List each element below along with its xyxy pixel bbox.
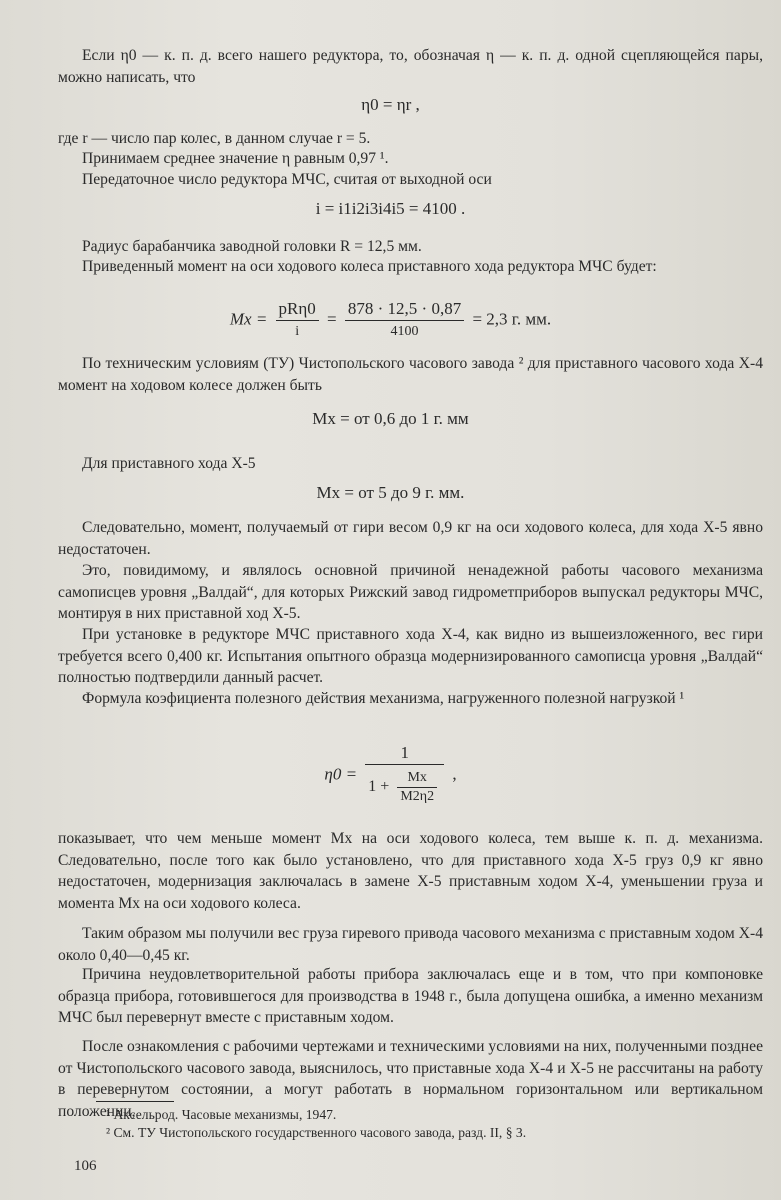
formula-efficiency-load xyxy=(0,742,781,809)
fraction-1 xyxy=(276,298,319,343)
paragraph-2: где r — число пар колес, в данном случае r = 5. xyxy=(58,130,371,147)
formula-reduced-moment-result: = 2,3 г. мм. xyxy=(472,309,552,329)
formula-efficiency-load-left: η0 = xyxy=(324,764,358,784)
fraction-3-numerator: 1 xyxy=(365,742,444,765)
paragraph-10: Это, повидимому, и являлось основной причиной ненадежной работы часового механизма самописцев уровня „Валдай“, для которых Рижский завод гидрометприборов выпускал редукторы МЧС, монтируя в них приставной ход Х-5. xyxy=(58,562,763,622)
paragraph-5: Радиус барабанчика заводной головки R = 12,5 мм. xyxy=(82,238,422,255)
paragraph-14: Таким образом мы получили вес груза гиревого привода часового механизма с приставным ходом Х-4 около 0,40—0,45 кг. xyxy=(58,925,763,964)
paragraph-13: показывает, что чем меньше момент Mx на оси ходового колеса, тем выше к. п. д. механизма. Следовательно, после того как было установлено, что для приставного хода Х-5 груз 0,9 кг явно недостаточен, модернизация заключалась в замене Х-5 приставным ходом Х-4, уменьшении груза и момента Mx на оси ходового колеса. xyxy=(58,830,763,912)
fraction-1-numerator: pRη0 xyxy=(276,298,319,321)
fraction-4-denominator: M2η2 xyxy=(400,788,435,804)
paragraph-3: Принимаем среднее значение η равным 0,97 ¹. xyxy=(82,150,389,167)
paragraph-16: После ознакомления с рабочими чертежами и техническими условиями на них, полученными позднее от Чистопольского часового завода, выяснилось, что приставные хода Х-4 и Х-5 не рассчитаны на работу в перевернутом состоянии, а могут работать в нормальном горизонтальном или вертикальном положении, xyxy=(58,1038,763,1120)
fraction-3-denominator xyxy=(365,765,444,809)
formula-reduced-moment-left: Mx = xyxy=(229,309,268,329)
footnote-divider xyxy=(96,1101,174,1102)
paragraph-15: Причина неудовлетворительной работы прибора заключалась еще и в том, что при компоновке образца прибора, готовившегося для производства в 1948 г., была допущена ошибка, а именно механизм МЧС был перевернут вместе с приставным ходом. xyxy=(58,966,763,1026)
footnote-2: ² См. ТУ Чистопольского государственного часового завода, разд. II, § 3. xyxy=(106,1125,527,1140)
formula-reduced-moment xyxy=(0,298,781,343)
paragraph-4: Передаточное число редуктора МЧС, считая от выходной оси xyxy=(82,171,492,188)
fraction-3 xyxy=(365,742,444,809)
formula-efficiency-load-tail: , xyxy=(452,764,457,784)
footnote-1: ¹ Аксельрод. Часовые механизмы, 1947. xyxy=(106,1107,337,1122)
formula-moment-x4: Mx = от 0,6 до 1 г. мм xyxy=(312,409,469,428)
fraction-1-denominator: i xyxy=(295,324,300,339)
fraction-2-numerator: 878 · 12,5 · 0,87 xyxy=(345,298,464,321)
paragraph-9: Следовательно, момент, получаемый от гири весом 0,9 кг на оси ходового колеса, для хода Х-5 явно недостаточен. xyxy=(58,519,763,558)
paragraph-7: По техническим условиям (ТУ) Чистопольского часового завода ² для приставного часового хода Х-4 момент на ходовом колесе должен быть xyxy=(58,355,763,394)
fraction-4 xyxy=(397,769,437,806)
fraction-4-numerator: Mx xyxy=(397,769,437,788)
paragraph-6: Приведенный момент на оси ходового колеса приставного хода редуктора МЧС будет: xyxy=(82,258,657,275)
paragraph-12: Формула коэфициента полезного действия механизма, нагруженного полезной нагрузкой ¹ xyxy=(82,690,685,707)
fraction-2-denominator: 4100 xyxy=(390,324,419,339)
paragraph-8: Для приставного хода Х-5 xyxy=(82,455,256,472)
paragraph-11: При установке в редукторе МЧС приставного хода Х-4, как видно из вышеизложенного, вес гири требуется всего 0,400 кг. Испытания опытного образца модернизированного самописца уровня „Валдай“ полностью подтвердили данный расчет. xyxy=(58,626,763,686)
formula-gear-ratio: i = i1i2i3i4i5 = 4100 . xyxy=(315,199,466,218)
page-number: 106 xyxy=(74,1158,97,1174)
paragraph-1: Если η0 — к. п. д. всего нашего редуктора, то, обозначая η — к. п. д. одной сцепляющейся пары, можно написать, что xyxy=(58,47,763,86)
fraction-3-denominator-prefix: 1 + xyxy=(368,778,390,795)
formula-equals: = xyxy=(327,309,337,329)
formula-moment-x5: Mx = от 5 до 9 г. мм. xyxy=(316,483,465,502)
fraction-2 xyxy=(345,298,464,343)
formula-efficiency-power: η0 = ηr , xyxy=(361,95,420,114)
